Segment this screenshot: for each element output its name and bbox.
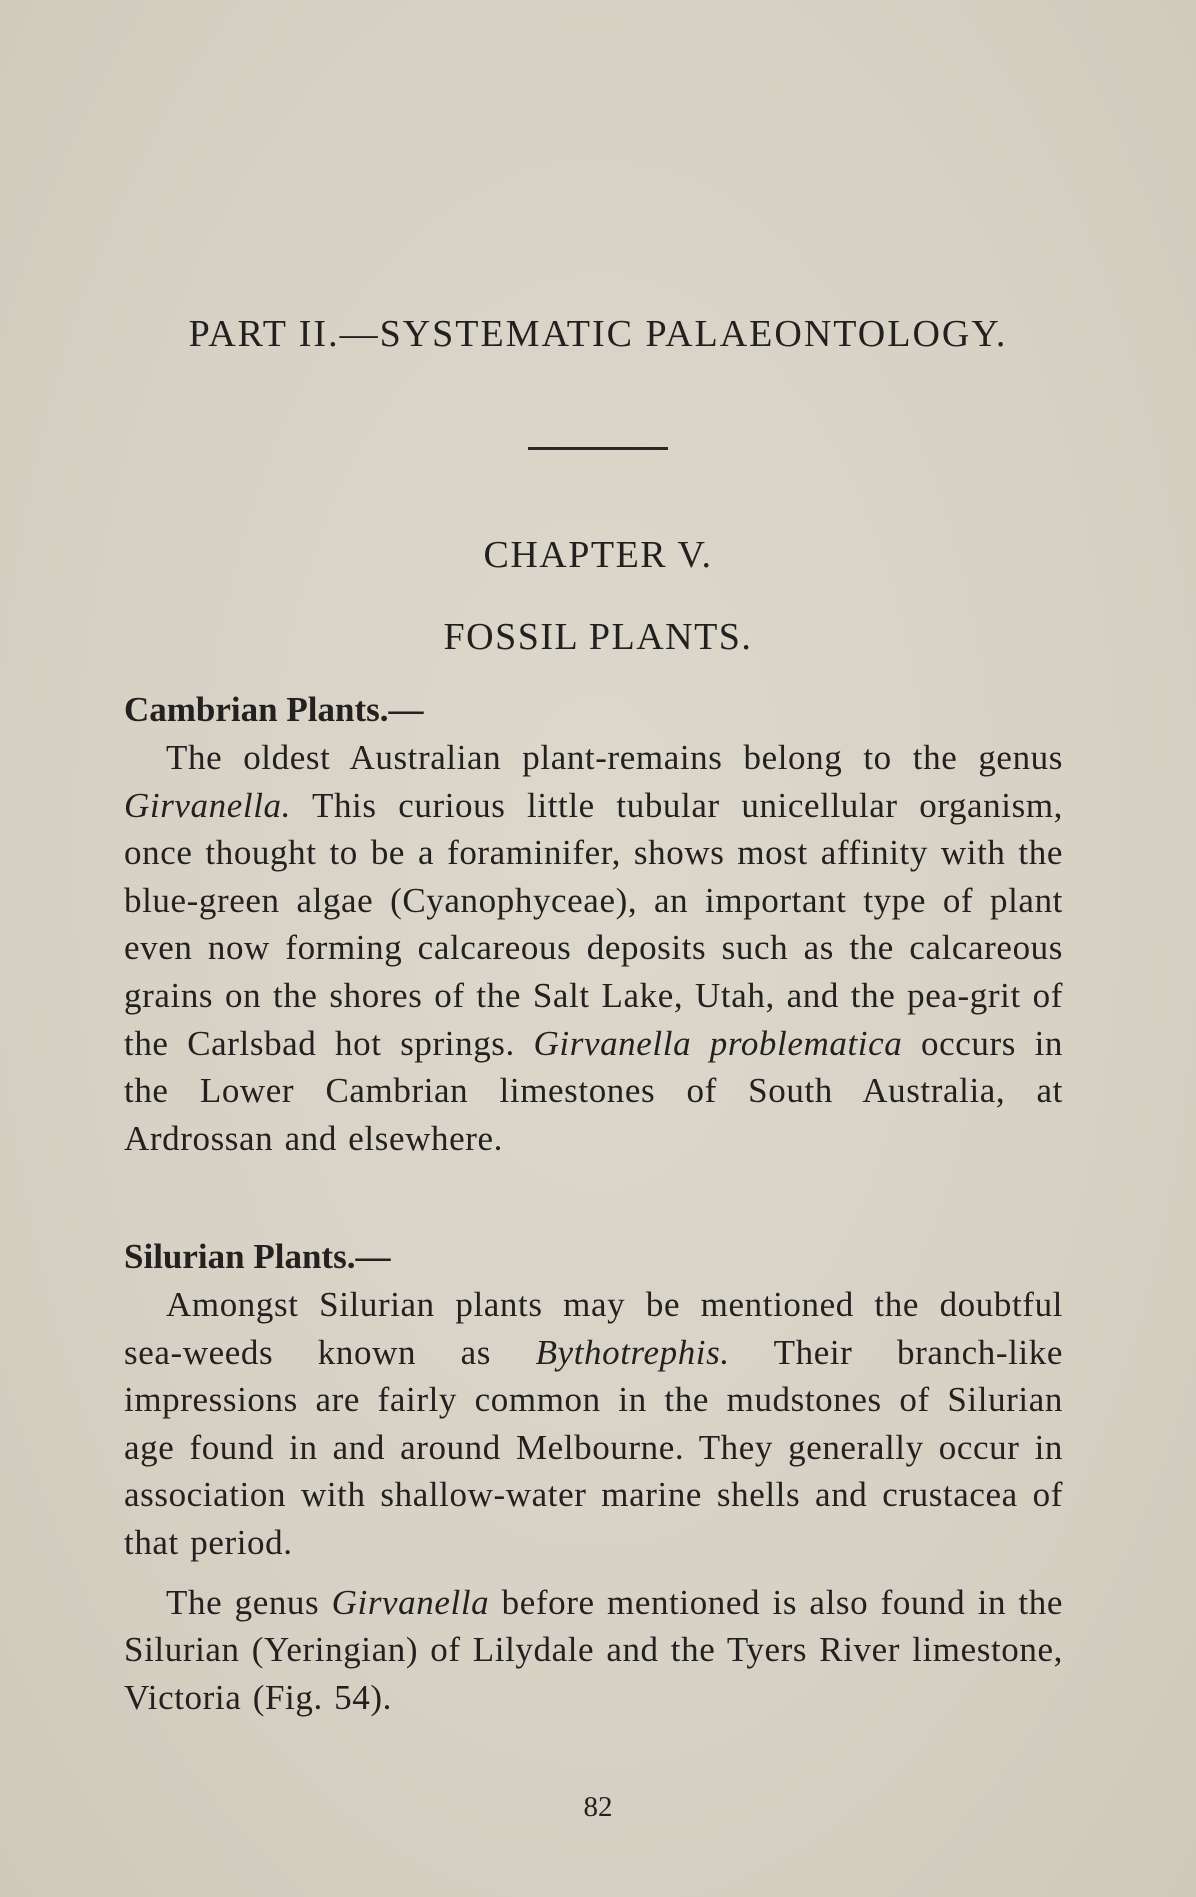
section-heading: Silurian Plants.— <box>124 1237 391 1276</box>
paragraph-text: The genus <box>166 1582 332 1622</box>
paragraph-text: before mentioned is also found in the Silurian (Yeringian) of Lilydale and the Tyers River limestone, Victoria (Fig. 54). <box>124 1582 1063 1717</box>
paragraph-text: The oldest Australian plant-remains belong to the genus <box>166 738 1063 777</box>
body-paragraph <box>124 1281 1063 1567</box>
paragraph-text: Their branch-like impressions are fairly common in the mudstones of Silurian age found in and around Melbourne. They generally occur in association with shallow-water marine shells and crustacea of that period. <box>124 1332 1063 1562</box>
body-paragraph <box>124 734 1063 1162</box>
paragraph-text: occurs in the Lower Cambrian limestones of South Australia, at Ardrossan and elsewhere. <box>124 1023 1064 1158</box>
genus-name-italic: Girvanella <box>331 1582 490 1622</box>
genus-name-italic: Bythotrephis. <box>535 1332 730 1372</box>
paragraph-text: Amongst Silurian plants may be mentioned the doubtful sea-weeds known as <box>124 1285 1063 1372</box>
chapter-title: FOSSIL PLANTS. <box>443 616 753 658</box>
title-divider-rule <box>528 447 668 450</box>
chapter-number: CHAPTER V. <box>483 534 713 576</box>
page-number: 82 <box>583 1791 613 1823</box>
species-name-italic: Girvanella problematica <box>533 1023 903 1063</box>
section-cambrian-plants <box>124 686 1063 1162</box>
section-silurian-plants <box>124 1233 1063 1721</box>
body-paragraph <box>124 1579 1063 1722</box>
part-title: PART II.—SYSTEMATIC PALAEONTOLOGY. <box>188 313 1008 355</box>
section-heading: Cambrian Plants.— <box>124 690 424 729</box>
paragraph-text: This curious little tubular unicellular organism, once thought to be a foraminifer, shows most affinity with the blue-green algae (Cyanophyceae), an important type of plant even now forming calcareous deposits such as the calcareous grains on the shores of the Salt Lake, Utah, and the pea-grit of the Carlsbad hot springs. <box>124 785 1063 1063</box>
genus-name-italic: Girvanella. <box>124 785 291 825</box>
